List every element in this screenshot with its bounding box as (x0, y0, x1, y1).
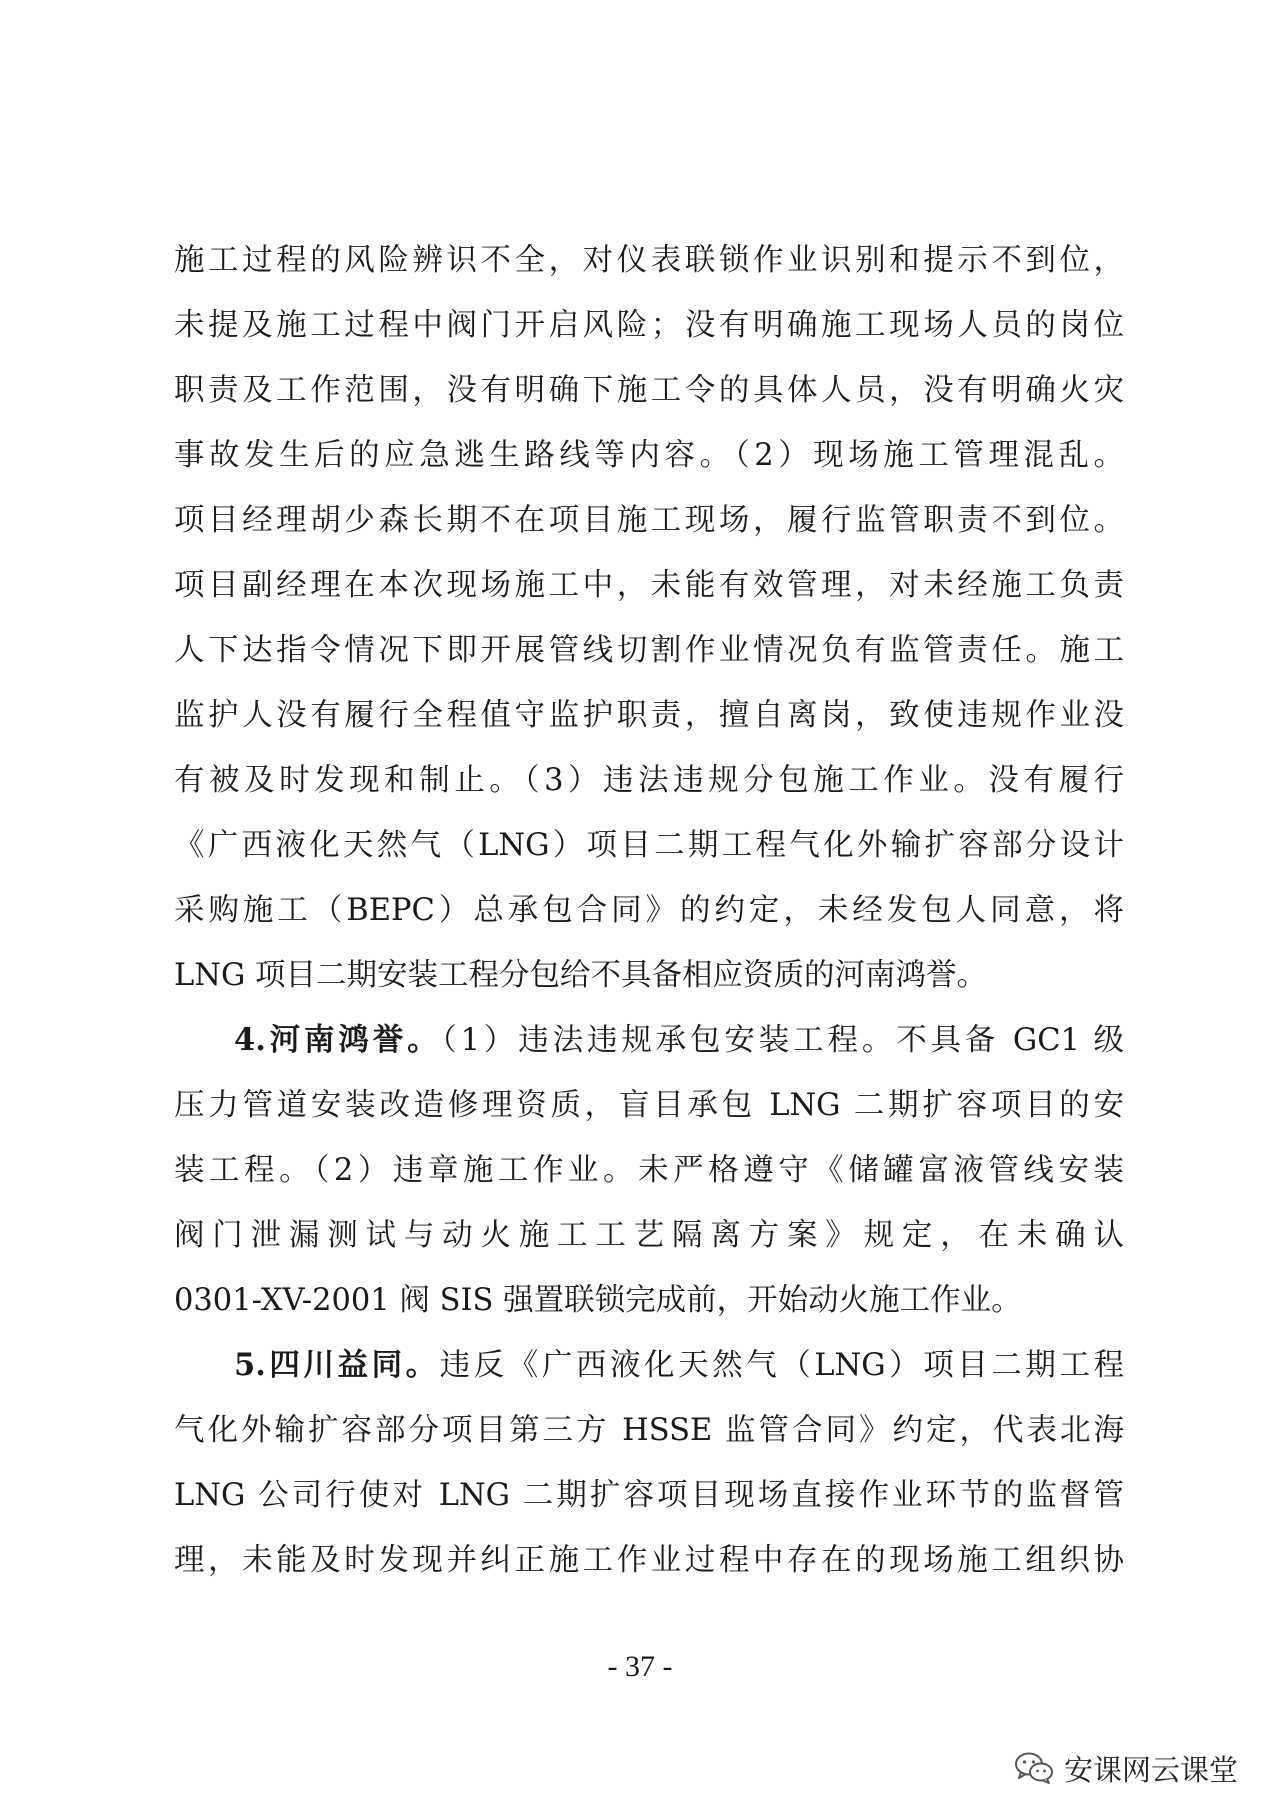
section-5-first-line (174, 1333, 1124, 1398)
section-4-heading: 4.河南鸿誉。 (234, 1022, 442, 1058)
watermark-text: 安课网云课堂 (1063, 1752, 1238, 1787)
section-4-text: （1）违法违规承包安装工程。不具备 GC1 级 (441, 1023, 1124, 1058)
text-line: 压力管道安装改造修理资质，盲目承包 LNG 二期扩容项目的安 (174, 1088, 1124, 1123)
section-5-heading: 5.四川益同。 (234, 1347, 440, 1383)
text-line: 《广西液化天然气（LNG）项目二期工程气化外输扩容部分设计 (174, 828, 1124, 863)
text-line: 项目副经理在本次现场施工中，未能有效管理，对未经施工负责 (174, 568, 1124, 603)
text-line: LNG 项目二期安装工程分包给不具备相应资质的河南鸿誉。 (174, 958, 987, 993)
section-4-first-line (174, 1008, 1124, 1073)
body-text (174, 228, 1124, 1593)
text-line: 施工过程的风险辨识不全，对仪表联锁作业识别和提示不到位， (174, 243, 1124, 278)
text-line: 人下达指令情况下即开展管线切割作业情况负有监管责任。施工 (174, 633, 1124, 668)
watermark (1014, 1748, 1238, 1788)
section-5-text: 违反《广西液化天然气（LNG）项目二期工程 (439, 1348, 1124, 1383)
text-line: 理，未能及时发现并纠正施工作业过程中存在的现场施工组织协 (174, 1543, 1124, 1578)
text-line: 有被及时发现和制止。（3）违法违规分包施工作业。没有履行 (174, 763, 1124, 798)
text-line: 装工程。（2）违章施工作业。未严格遵守《储罐富液管线安装 (174, 1153, 1124, 1188)
wechat-icon (1014, 1751, 1054, 1785)
text-line: 采购施工（BEPC）总承包合同》的约定，未经发包人同意，将 (174, 893, 1124, 928)
text-line: LNG 公司行使对 LNG 二期扩容项目现场直接作业环节的监督管 (174, 1478, 1124, 1513)
page-number: - 37 - (607, 1650, 673, 1683)
text-line: 事故发生后的应急逃生路线等内容。（2）现场施工管理混乱。 (174, 438, 1124, 473)
text-line: 阀门泄漏测试与动火施工工艺隔离方案》规定，在未确认 (174, 1218, 1124, 1253)
text-line: 项目经理胡少森长期不在项目施工现场，履行监管职责不到位。 (174, 503, 1124, 538)
text-line: 气化外输扩容部分项目第三方 HSSE 监管合同》约定，代表北海 (174, 1413, 1124, 1448)
text-line: 未提及施工过程中阀门开启风险；没有明确施工现场人员的岗位 (174, 308, 1124, 343)
text-line: 0301-XV-2001 阀 SIS 强置联锁完成前，开始动火施工作业。 (174, 1283, 1022, 1318)
text-line: 监护人没有履行全程值守监护职责，擅自离岗，致使违规作业没 (174, 698, 1124, 733)
text-line: 职责及工作范围，没有明确下施工令的具体人员，没有明确火灾 (174, 373, 1124, 408)
